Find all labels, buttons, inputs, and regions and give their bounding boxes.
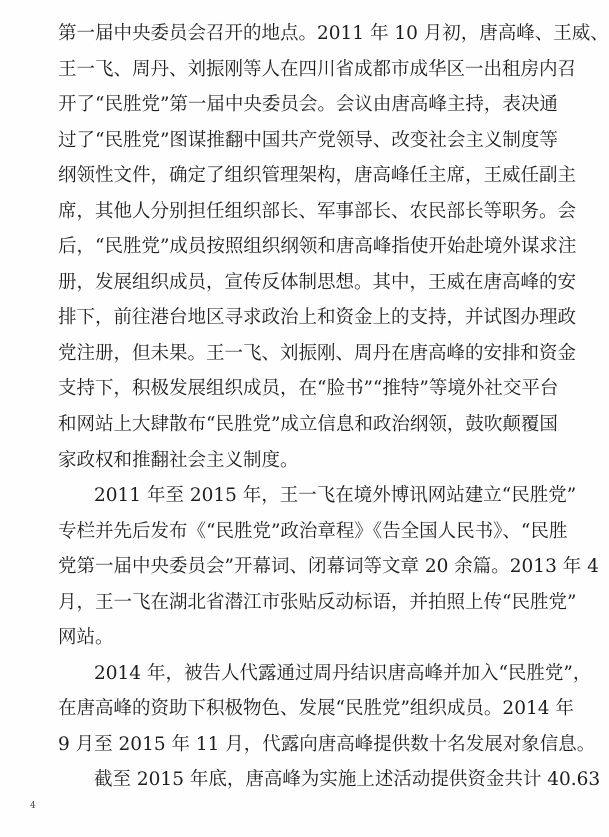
body-text-line: 在唐高峰的资助下积极物色、发展“民胜党”组织成员。2014 年 [58, 698, 574, 719]
body-text-line: 支持下，积极发展组织成员，在“脸书”“推特”等境外社交平台 [58, 378, 559, 399]
page-number: 4 [30, 801, 36, 811]
body-text-line: 9 月至 2015 年 11 月，代露向唐高峰提供数十名发展对象信息。 [58, 734, 596, 755]
body-text-line: 家政权和推翻社会主义制度。 [58, 450, 299, 471]
paragraph-first-line: 2011 年至 2015 年，王一飞在境外博讯网站建立“民胜党” [94, 485, 577, 506]
body-text-line: 网站。 [58, 627, 114, 648]
body-text-line: 后，“民胜党”成员按照组织纲领和唐高峰指使开始赴境外谋求注 [58, 236, 577, 257]
body-text-line: 专栏并先后发布《“民胜党”政治章程》《告全国人民书》、“民胜 [58, 521, 568, 542]
body-text-line: 纲领性文件，确定了组织管理架构，唐高峰任主席，王威任副主 [58, 165, 577, 186]
body-text-line: 和网站上大肆散布“民胜党”成立信息和政治纲领，鼓吹颠覆国 [58, 414, 558, 435]
body-text-line: 王一飞、周丹、刘振刚等人在四川省成都市成华区一出租房内召 [58, 59, 577, 80]
paragraph-first-line: 2014 年，被告人代露通过周丹结识唐高峰并加入“民胜党”， [94, 663, 592, 684]
body-text-line: 席，其他人分别担任组织部长、军事部长、农民部长等职务。会 [58, 201, 577, 222]
body-text-line: 开了“民胜党”第一届中央委员会。会议由唐高峰主持，表决通 [58, 94, 558, 115]
body-text-line: 党注册，但未果。王一飞、刘振刚、周丹在唐高峰的安排和资金 [58, 343, 577, 364]
body-text-line: 第一届中央委员会召开的地点。2011 年 10 月初，唐高峰、王威、 [58, 23, 609, 44]
paragraph-first-line: 截至 2015 年底，唐高峰为实施上述活动提供资金共计 40.63 [94, 769, 601, 790]
body-text-line: 党第一届中央委员会”开幕词、闭幕词等文章 20 余篇。2013 年 4 [58, 556, 599, 577]
body-text-line: 月，王一飞在湖北省潜江市张贴反动标语，并拍照上传“民胜党” [58, 592, 577, 613]
body-text-line: 过了“民胜党”图谋推翻中国共产党领导、改变社会主义制度等 [58, 130, 558, 151]
body-text-line: 排下，前往港台地区寻求政治上和资金上的支持，并试图办理政 [58, 307, 577, 328]
body-text-line: 册，发展组织成员，宣传反体制思想。其中，王威在唐高峰的安 [58, 272, 577, 293]
